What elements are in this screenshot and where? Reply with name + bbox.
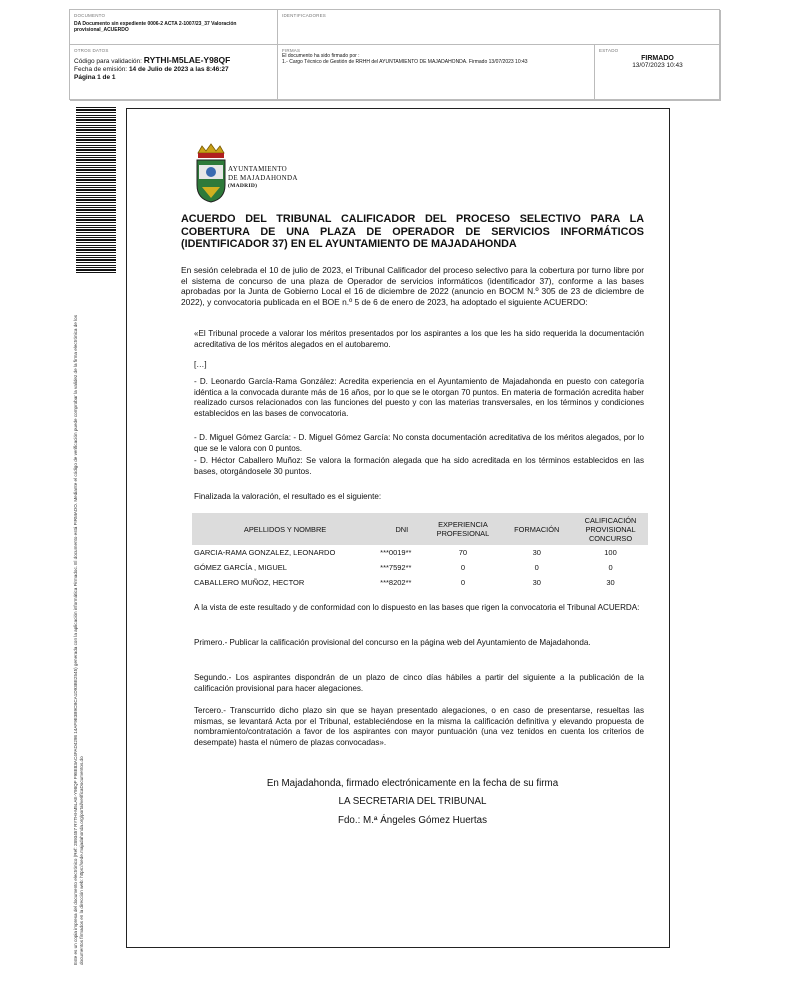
firmas-cell [278,45,595,101]
document-header [69,9,720,100]
cell-calificacion: 30 [606,578,615,587]
fecha-label: Fecha de emisión: [74,66,128,73]
identificadores-label: IDENTIFICADORES [282,13,327,18]
fecha-value: 14 de Julio de 2023 a las 8:46:27 [128,66,229,73]
documento-cell [70,10,278,45]
pagina-value: Página 1 de 1 [74,74,116,81]
cell-dni: ***0019** [380,548,412,557]
merits-leonardo: - D. Leonardo García-Rama González: Acredita experiencia en el Ayuntamiento de Majadahonda en puesto con categoría idéntica a la convocada durante más de 16 años, por lo que se le otorgan 70 puntos. En materia de formación acredita haber realizado cursos relacionados con las funciones del puesto y con las materias transversales, en los términos y condiciones establecidos en las bases de convocatoria. [194,377,644,418]
cell-name: GARCIA-RAMA GONZALEZ, LEONARDO [194,548,336,557]
col-apellidos: APELLIDOS Y NOMBRE [192,513,378,545]
cell-dni: ***7592** [380,563,412,572]
cell-name: GÓMEZ GARCÍA , MIGUEL [194,563,287,572]
cell-calificacion: 100 [604,548,617,557]
cell-formacion: 30 [532,578,541,587]
finalizada-paragraph: Finalizada la valoración, el resultado es el siguiente: [194,492,382,501]
cell-formacion: 0 [534,563,539,572]
intro-paragraph: En sesión celebrada el 10 de julio de 2023, el Tribunal Calificador del proceso selectivo para la cobertura por turno libre por el sistema de concurso de una plaza de Operador de servicios informáticos (identificador 37), conforme a las bases aprobadas por la Junta de Gobierno Local el 16 de diciembre de 2022 (anuncio en BOCM N.º 305 de 23 de diciembre de 2022), y convocatoria publicada en el BOE n.º 5 de 6 de enero de 2023, ha adoptado el siguiente ACUERDO: [181,265,644,308]
cell-formacion: 30 [532,548,541,557]
logo-line1: AYUNTAMIENTO [228,165,288,173]
table-row [192,575,648,590]
col-dni: DNI [378,513,425,545]
primero-paragraph: Primero.- Publicar la calificación provisional del concurso en la página web del Ayuntamiento de Majadahonda. [194,638,591,647]
ellipsis: […] [194,360,207,369]
estado-cell [595,45,721,101]
codigo-label: Código para validación: [74,58,142,65]
cell-dni: ***8202** [380,578,412,587]
logo-line2: DE MAJADAHONDA [228,173,298,182]
table-header-row [192,513,648,545]
municipality-name [228,165,298,191]
tercero-paragraph: Tercero.- Transcurrido dicho plazo sin que se hayan presentado alegaciones, o en caso de presentarse, resueltas las mismas, se levantará Acta por el Tribunal, estableciéndose en la misma la calificación definitiva y elevando propuesta de nombramiento/contratación a favor de los aspirantes con mayor puntuación (una vez tenidos en cuenta los criterios de desempate) hasta el número de plazas convocadas». [194,706,644,747]
otros-datos-label: OTROS DATOS [74,48,109,53]
signature-role: LA SECRETARIA DEL TRIBUNAL [338,796,487,807]
documento-label: DOCUMENTO [74,13,106,18]
results-table [192,513,648,590]
cell-experiencia: 0 [460,563,466,572]
firmas-line1: El documento ha sido firmado por : [282,53,360,59]
verification-side-note: Este es un copia impresa del documento electrónico (Ref: 2893457 RYTHI-M5LAE-Y98QF F98E83AC4FAD4298 14AF9E3B9CBCA1D93BE2545) generada con la aplicación informática Firmadoc. El documento está FIRMADO. Mediante el código de verificación puede comprobar la validez de la firma electrónica de los documentos firmados en la dirección web: https://sede.majadahonda.org/portal/verificaDocumentos.do [73,314,84,965]
barcode-image [76,107,116,275]
identificadores-cell [278,10,721,45]
col-formacion: FORMACIÓN [500,513,573,545]
col-experiencia: EXPERIENCIA PROFESIONAL [425,513,500,545]
table-row [192,545,648,560]
vista-paragraph: A la vista de este resultado y de conformidad con lo dispuesto en las bases que rigen la convocatoria el Tribunal ACUERDA: [194,603,640,612]
cell-experiencia: 70 [458,548,468,557]
signature-name: Fdo.: M.ª Ángeles Gómez Huertas [337,815,487,826]
estado-value: FIRMADO [641,55,674,62]
coat-of-arms-logo [194,143,228,203]
col-calificacion: CALIFICACIÓN PROVISIONAL CONCURSO [573,513,648,545]
firmas-line2: 1.- Cargo Técnico de Gestión de RRHH del AYUNTAMIENTO DE MAJADAHONDA. Firmado 13/07/2023 10:43 [282,59,528,65]
quote-open-paragraph: «El Tribunal procede a valorar los méritos presentados por los aspirantes a los que les ha sido requerida la documentación acreditativa de los méritos alegados en el autobaremo. [194,329,644,349]
cell-name: CABALLERO MUÑOZ, HECTOR [194,578,305,587]
merits-miguel: - D. Miguel Gómez García: - D. Miguel Gómez García: No consta documentación acreditativa de los méritos alegados, por lo que se le valora con 0 puntos. [194,433,644,453]
signature-place: En Majadahonda, firmado electrónicamente en la fecha de su firma [266,778,559,789]
estado-fecha: 13/07/2023 10:43 [632,62,683,69]
table-row [192,560,648,575]
otros-datos-cell [70,45,278,101]
cell-experiencia: 0 [460,578,466,587]
merits-hector: - D. Héctor Caballero Muñoz: Se valora la formación alegada que ha sido acreditada en los términos establecidos en las bases, otorgándosele 30 puntos. [194,456,644,476]
documento-value: DA Documento sin expediente 0006-2 ACTA 2-1007/23_37 Valoración provisional_ACUERDO [74,21,237,33]
estado-label: ESTADO [599,48,619,53]
firmas-label: FIRMAS [282,48,301,53]
logo-line3: (MADRID) [228,183,258,189]
cell-calificacion: 0 [608,563,613,572]
codigo-value: RYTHI-M5LAE-Y98QF [143,55,231,65]
document-title: ACUERDO DEL TRIBUNAL CALIFICADOR DEL PROCESO SELECTIVO PARA LA COBERTURA DE UNA PLAZA DE OPERADOR DE SERVICIOS INFORMÁTICOS (IDENTIFICADOR 37) EN EL AYUNTAMIENTO DE MAJADAHONDA [181,213,644,250]
segundo-paragraph: Segundo.- Los aspirantes dispondrán de un plazo de cinco días hábiles a partir del siguiente a la publicación de la calificación provisional para hacer alegaciones. [194,673,644,693]
